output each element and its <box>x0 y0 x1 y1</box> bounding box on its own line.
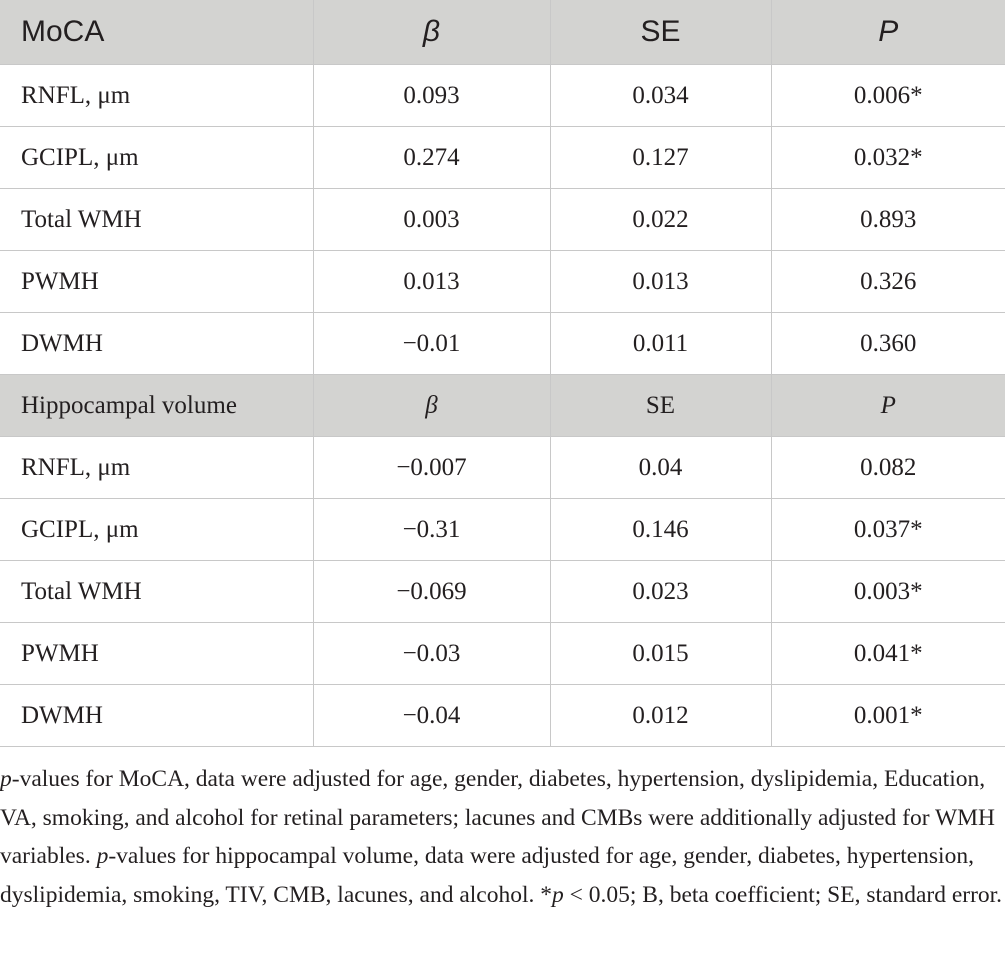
beta-value: 0.003 <box>313 189 550 251</box>
row-label: PWMH <box>0 251 313 313</box>
row-label: PWMH <box>0 623 313 685</box>
row-label: RNFL, μm <box>0 65 313 127</box>
se-value: 0.013 <box>550 251 771 313</box>
p-value: 0.893 <box>771 189 1005 251</box>
moca-header-beta: β <box>313 0 550 65</box>
se-value: 0.012 <box>550 685 771 747</box>
footnote-part-3: < 0.05; B, beta coefficient; SE, standard error. <box>563 881 1003 908</box>
table-row <box>0 623 1005 685</box>
se-value: 0.127 <box>550 127 771 189</box>
beta-value: −0.04 <box>313 685 550 747</box>
hippocampal-header-p: P <box>771 375 1005 437</box>
p-value: 0.032* <box>771 127 1005 189</box>
table-row <box>0 685 1005 747</box>
row-label: Total WMH <box>0 189 313 251</box>
se-value: 0.04 <box>550 437 771 499</box>
se-value: 0.023 <box>550 561 771 623</box>
beta-value: −0.007 <box>313 437 550 499</box>
table-row <box>0 561 1005 623</box>
p-value: 0.360 <box>771 313 1005 375</box>
moca-header-label: MoCA <box>0 0 313 65</box>
table-row <box>0 251 1005 313</box>
hippocampal-header-row <box>0 375 1005 437</box>
table-row <box>0 65 1005 127</box>
beta-value: −0.31 <box>313 499 550 561</box>
hippocampal-header-beta: β <box>313 375 550 437</box>
p-value: 0.326 <box>771 251 1005 313</box>
moca-header-p: P <box>771 0 1005 65</box>
row-label: Total WMH <box>0 561 313 623</box>
row-label: DWMH <box>0 313 313 375</box>
moca-header-row <box>0 0 1005 65</box>
beta-value: 0.093 <box>313 65 550 127</box>
se-value: 0.146 <box>550 499 771 561</box>
se-value: 0.022 <box>550 189 771 251</box>
beta-value: 0.013 <box>313 251 550 313</box>
beta-value: 0.274 <box>313 127 550 189</box>
p-value: 0.003* <box>771 561 1005 623</box>
footnote-p-symbol: p <box>96 843 109 869</box>
p-value: 0.001* <box>771 685 1005 747</box>
p-value: 0.041* <box>771 623 1005 685</box>
table-row <box>0 313 1005 375</box>
p-value: 0.006* <box>771 65 1005 127</box>
beta-value: −0.03 <box>313 623 550 685</box>
hippocampal-header-label: Hippocampal volume <box>0 375 313 437</box>
footnote-text <box>0 760 1005 914</box>
row-label: RNFL, μm <box>0 437 313 499</box>
table-footnote <box>0 754 1005 914</box>
table-row <box>0 189 1005 251</box>
table-row <box>0 437 1005 499</box>
footnote-part-1: -values for MoCA, data were adjusted for age, gender, diabetes, hypertension, dyslipidemia, Education, VA, smoking, and alcohol for retinal parameters; lacunes and CMBs were additionally adjusted for WMH variables. <box>0 766 996 869</box>
hippocampal-header-se: SE <box>550 375 771 437</box>
se-value: 0.015 <box>550 623 771 685</box>
row-label: GCIPL, μm <box>0 499 313 561</box>
moca-header-se: SE <box>550 0 771 65</box>
se-value: 0.011 <box>550 313 771 375</box>
footnote-part-2: -values for hippocampal volume, data were adjusted for age, gender, diabetes, hypertension, dyslipidemia, smoking, TIV, CMB, lacunes, and alcohol. * <box>0 843 974 908</box>
table-row <box>0 127 1005 189</box>
beta-value: −0.069 <box>313 561 550 623</box>
beta-value: −0.01 <box>313 313 550 375</box>
row-label: DWMH <box>0 685 313 747</box>
p-value: 0.037* <box>771 499 1005 561</box>
se-value: 0.034 <box>550 65 771 127</box>
p-value: 0.082 <box>771 437 1005 499</box>
table-row <box>0 499 1005 561</box>
footnote-p-symbol: p <box>552 881 564 908</box>
row-label: GCIPL, μm <box>0 127 313 189</box>
footnote-p-symbol: p <box>0 766 12 792</box>
